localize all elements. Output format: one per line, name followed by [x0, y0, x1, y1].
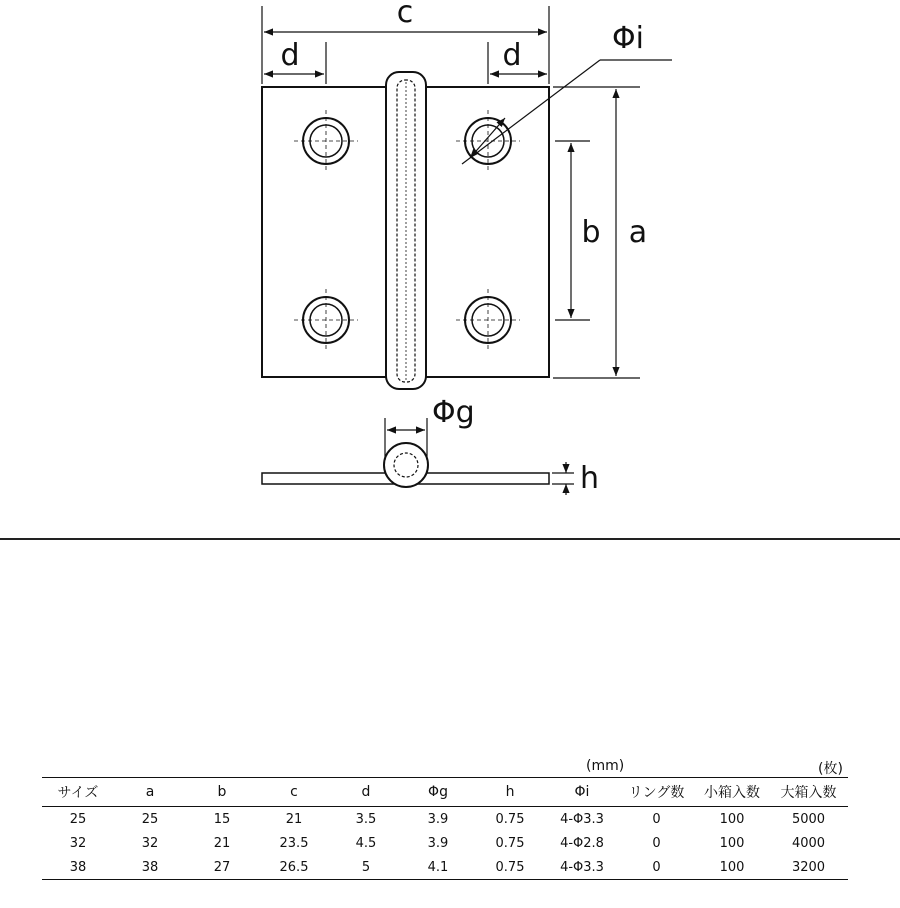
table-cell: 4-Φ3.3: [546, 855, 618, 880]
label-d-right: d: [502, 38, 522, 73]
table-row: [42, 855, 848, 880]
table-row: [42, 807, 848, 832]
spec-table: [42, 777, 848, 880]
hinge-front-view: [262, 72, 549, 389]
header-d: d: [330, 778, 402, 807]
label-b: b: [581, 215, 601, 250]
label-h: h: [580, 461, 600, 496]
hole-top-right: [456, 110, 520, 172]
hinge-side-view: [262, 443, 549, 487]
header-b: b: [186, 778, 258, 807]
header-size: サイズ: [42, 778, 114, 807]
unit-mm-label: (mm): [586, 758, 625, 774]
hole-top-left: [294, 110, 358, 172]
table-cell: 26.5: [258, 855, 330, 880]
table-cell: 32: [69, 835, 87, 851]
table-cell: 0: [652, 811, 661, 827]
table-cell: 0.75: [474, 855, 546, 880]
table-cell: 21: [285, 811, 303, 827]
table-cell: 23.5: [279, 835, 309, 851]
table-cell: 5: [330, 855, 402, 880]
table-cell: 100: [695, 855, 769, 880]
header-c: c: [258, 778, 330, 807]
hole-bottom-left: [294, 289, 358, 351]
unit-pieces-label: (枚): [818, 761, 843, 777]
table-cell: 100: [719, 835, 745, 851]
table-cell: 4.1: [402, 855, 474, 880]
table-cell: 38: [42, 855, 114, 880]
table-cell: 3200: [769, 855, 848, 880]
table-row: [42, 831, 848, 855]
label-c: c: [396, 0, 414, 30]
table-cell: 15: [213, 811, 231, 827]
table-cell: 3.9: [427, 811, 449, 827]
table-cell: 32: [141, 835, 159, 851]
header-small-box-qty: 小箱入数: [695, 778, 769, 807]
table-cell: 0: [652, 835, 661, 851]
dimension-h: [552, 462, 574, 495]
table-cell: 4000: [791, 835, 826, 851]
table-cell: 5000: [791, 811, 826, 827]
table-cell: 3.9: [427, 835, 449, 851]
label-phi-i: Φi: [612, 21, 644, 56]
table-cell: 100: [719, 811, 745, 827]
header-phi-g: Φg: [402, 778, 474, 807]
table-cell: 0.75: [495, 835, 525, 851]
label-a: a: [628, 215, 648, 250]
hole-bottom-right: [456, 289, 520, 351]
leader-phi-i: [462, 60, 672, 164]
table-cell: 3.5: [355, 811, 377, 827]
table-cell: 25: [141, 811, 159, 827]
table-cell: 38: [114, 855, 186, 880]
table-cell: 25: [69, 811, 87, 827]
header-large-box-qty: 大箱入数: [769, 778, 848, 807]
header-a: a: [114, 778, 186, 807]
header-phi-i: Φi: [546, 778, 618, 807]
header-ring-count: リング数: [618, 778, 695, 807]
header-h: h: [474, 778, 546, 807]
table-cell: 4-Φ2.8: [560, 835, 604, 851]
table-cell: 0.75: [495, 811, 525, 827]
label-d-left: d: [280, 38, 300, 73]
table-cell: 0: [618, 855, 695, 880]
label-phi-g: Φg: [432, 395, 475, 430]
table-cell: 4.5: [355, 835, 377, 851]
table-cell: 27: [186, 855, 258, 880]
table-cell: 4-Φ3.3: [560, 811, 604, 827]
section-divider: [0, 538, 900, 540]
table-header-row: [42, 778, 848, 807]
table-cell: 21: [213, 835, 231, 851]
